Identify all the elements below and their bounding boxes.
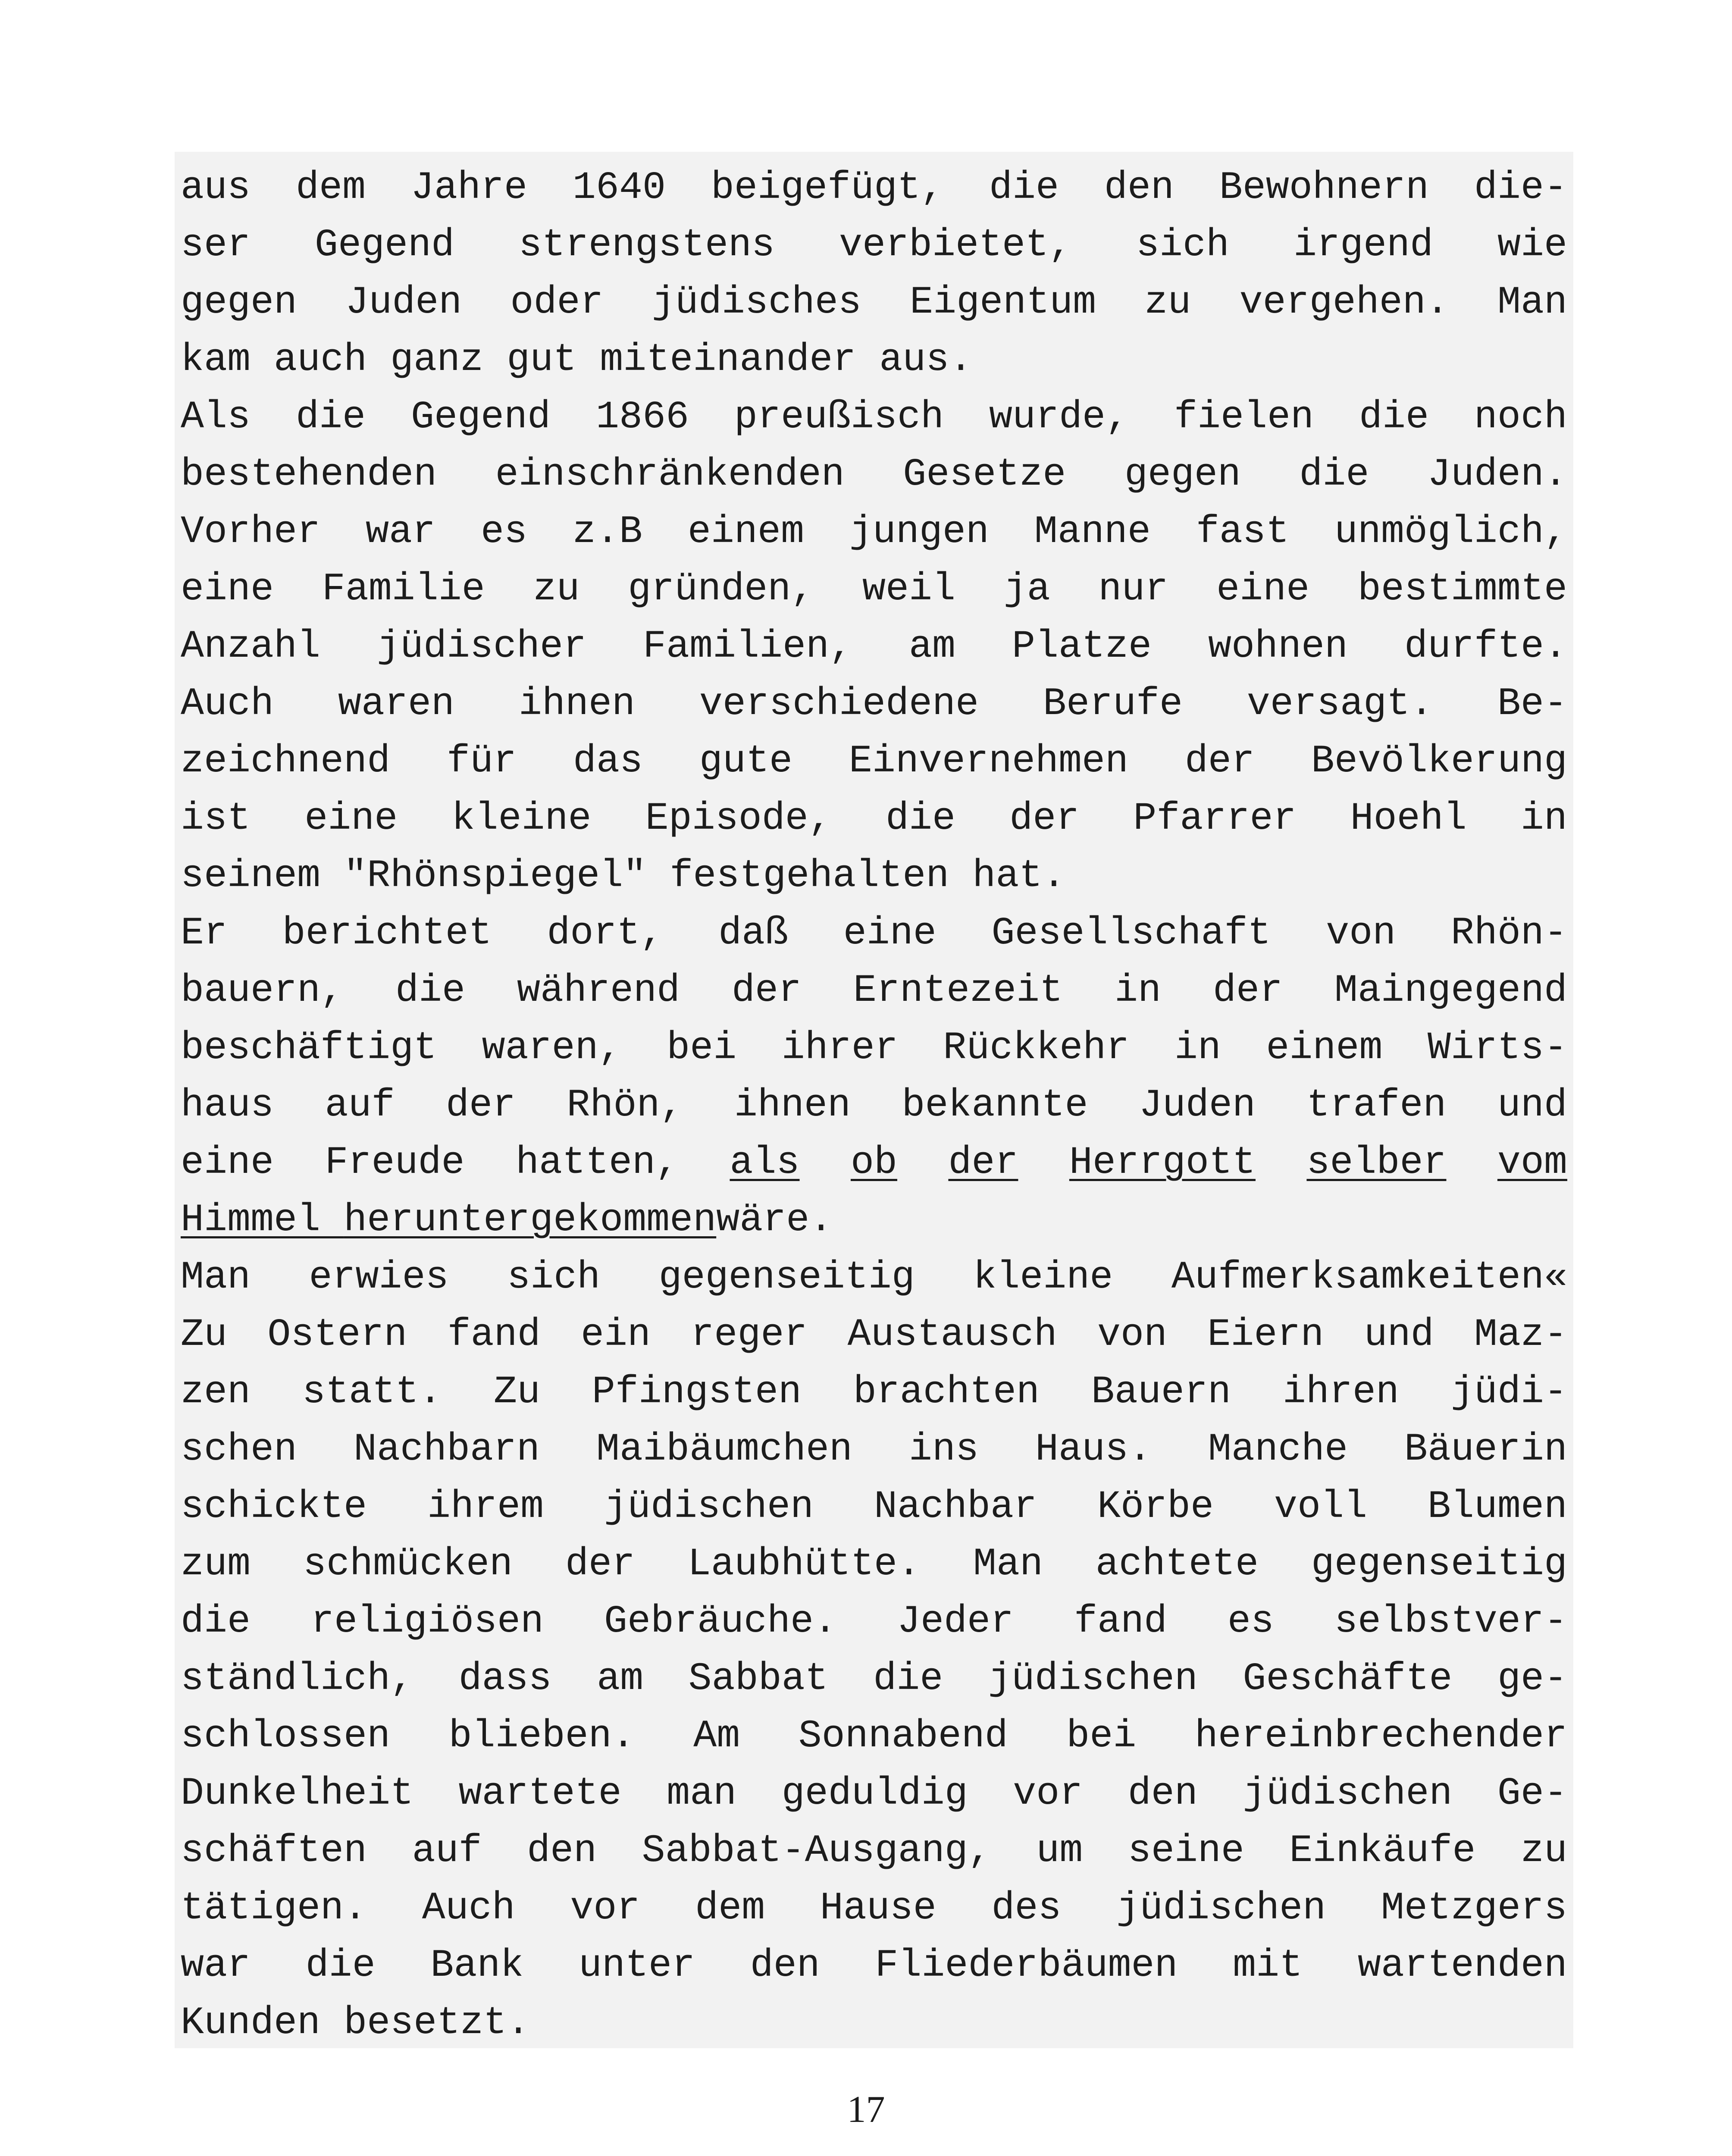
text-line: seinem "Rhönspiegel" festgehalten hat.	[181, 854, 1066, 898]
text-line: schäften auf den Sabbat-Ausgang, um seine Einkäufe zu	[181, 1829, 1567, 1873]
text-line: ser Gegend strengstens verbietet, sich irgend wie	[181, 223, 1567, 267]
text-line: eine Familie zu gründen, weil ja nur eine bestimmte	[181, 567, 1567, 611]
text-line: zen statt. Zu Pfingsten brachten Bauern ihren jüdi-	[181, 1370, 1567, 1414]
text-line: zeichnend für das gute Einvernehmen der Bevölkerung	[181, 740, 1567, 783]
typed-text-block	[175, 152, 1573, 2048]
text-line: eine Freude hatten, als ob der Herrgott selber vom	[181, 1141, 1567, 1185]
text-line: Er berichtet dort, daß eine Gesellschaft von Rhön-	[181, 912, 1567, 956]
text-line: ist eine kleine Episode, die der Pfarrer Hoehl in	[181, 797, 1567, 841]
text-line: Zu Ostern fand ein reger Austausch von Eiern und Maz-	[181, 1313, 1567, 1357]
text-line: ständlich, dass am Sabbat die jüdischen Geschäfte ge-	[181, 1657, 1567, 1701]
text-line: war die Bank unter den Fliederbäumen mit wartenden	[181, 1944, 1567, 1988]
text-line: beschäftigt waren, bei ihrer Rückkehr in einem Wirts-	[181, 1026, 1567, 1070]
text-line: tätigen. Auch vor dem Hause des jüdischen Metzgers	[181, 1887, 1567, 1930]
text-line: Anzahl jüdischer Familien, am Platze wohnen durfte.	[181, 625, 1567, 669]
text-line: Auch waren ihnen verschiedene Berufe versagt. Be-	[181, 682, 1567, 726]
text-line: zum schmücken der Laubhütte. Man achtete gegenseitig	[181, 1542, 1567, 1586]
text-line: Als die Gegend 1866 preußisch wurde, fielen die noch	[181, 395, 1567, 439]
text-line: Kunden besetzt.	[181, 2001, 530, 2045]
text-line: bestehenden einschränkenden Gesetze gegen die Juden.	[181, 453, 1567, 497]
text-line: schickte ihrem jüdischen Nachbar Körbe voll Blumen	[181, 1485, 1567, 1529]
text-line: die religiösen Gebräuche. Jeder fand es selbstver-	[181, 1600, 1567, 1644]
page-number: 17	[847, 2089, 885, 2131]
text-line: gegen Juden oder jüdisches Eigentum zu vergehen. Man	[181, 281, 1567, 325]
text-line: schen Nachbarn Maibäumchen ins Haus. Manche Bäuerin	[181, 1428, 1567, 1472]
text-line: aus dem Jahre 1640 beigefügt, die den Bewohnern die-	[181, 166, 1567, 210]
text-line: schlossen blieben. Am Sonnabend bei hereinbrechender	[181, 1714, 1567, 1758]
text-line: haus auf der Rhön, ihnen bekannte Juden trafen und	[181, 1084, 1567, 1128]
text-line: Man erwies sich gegenseitig kleine Aufmerksamkeiten«	[181, 1256, 1567, 1300]
text-line: kam auch ganz gut miteinander aus.	[181, 338, 973, 382]
text-line: Dunkelheit wartete man geduldig vor den jüdischen Ge-	[181, 1772, 1567, 1816]
text-line: Himmel heruntergekommen wäre .	[181, 1198, 833, 1242]
text-line: Vorher war es z.B einem jungen Manne fast unmöglich,	[181, 510, 1567, 554]
text-line: bauern, die während der Erntezeit in der Maingegend	[181, 969, 1567, 1013]
